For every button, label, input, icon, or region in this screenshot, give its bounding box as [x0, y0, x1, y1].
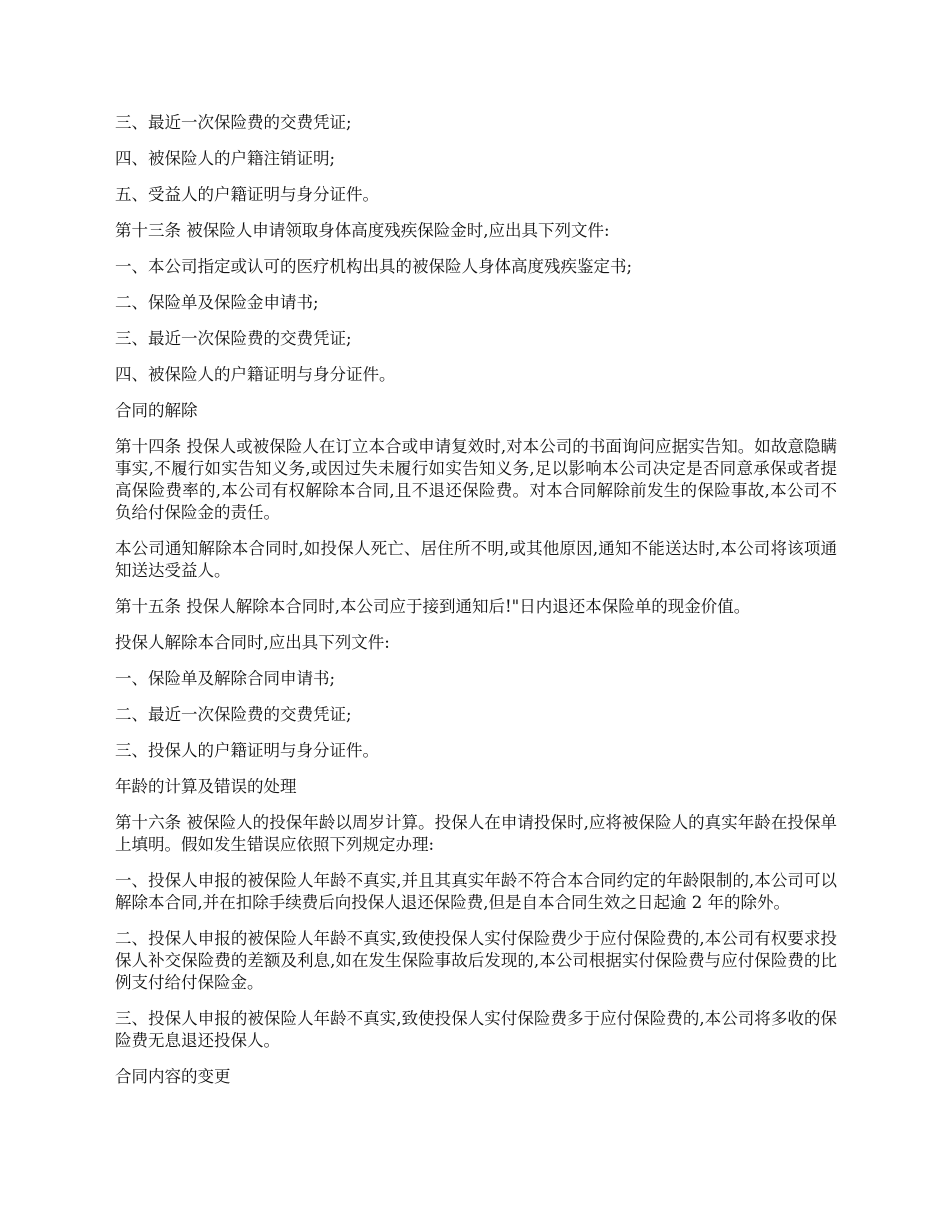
section-heading-age: 年龄的计算及错误的处理: [115, 777, 297, 796]
paragraph-item-1: 一、投保人申报的被保险人年龄不真实,并且其真实年龄不符合本合同约定的年龄限制的,本公司可以解除本合同,并在扣除手续费后向投保人退还保险费,但是自本合同生效之日起逾 2 年的除外。: [115, 871, 837, 912]
paragraph-item-3: 三、投保人的户籍证明与身分证件。: [115, 741, 379, 760]
paragraph-item-5: 五、受益人的户籍证明与身分证件。: [115, 185, 379, 204]
section-heading-termination: 合同的解除: [115, 401, 198, 420]
article-14-text: 第十四条 投保人或被保险人在订立本合或申请复效时,对本公司的书面询问应据实告知。如故意隐瞒事实,不履行如实告知义务,或因过失未履行如实告知义务,足以影响本公司决定是否同意承保或者提高保险费率的,本公司有权解除本合同,且不退还保险费。对本合同解除前发生的保险事故,本公司不负给付保险金的责任。: [115, 437, 837, 522]
paragraph-item-3: 三、最近一次保险费的交费凭证;: [115, 329, 352, 348]
termination-documents-intro: 投保人解除本合同时,应出具下列文件:: [115, 633, 390, 652]
paragraph-item-2: 二、最近一次保险费的交费凭证;: [115, 705, 352, 724]
termination-notice-text: 本公司通知解除本合同时,如投保人死亡、居住所不明,或其他原因,通知不能送达时,本公司将该项通知送达受益人。: [115, 539, 837, 580]
paragraph-item-2: 二、保险单及保险金申请书;: [115, 293, 319, 312]
section-heading-changes: 合同内容的变更: [115, 1067, 231, 1086]
paragraph-item-4: 四、被保险人的户籍注销证明;: [115, 149, 336, 168]
paragraph-item-4: 四、被保险人的户籍证明与身分证件。: [115, 365, 396, 384]
paragraph-item-1: 一、本公司指定或认可的医疗机构出具的被保险人身体高度残疾鉴定书;: [115, 257, 633, 276]
article-16-text: 第十六条 被保险人的投保年龄以周岁计算。投保人在申请投保时,应将被保险人的真实年龄在投保单上填明。假如发生错误应依照下列规定办理:: [115, 813, 837, 854]
document-body: [115, 112, 837, 1102]
paragraph-item-1: 一、保险单及解除合同申请书;: [115, 669, 336, 688]
paragraph-item-3: 三、投保人申报的被保险人年龄不真实,致使投保人实付保险费多于应付保险费的,本公司将多收的保险费无息退还投保人。: [115, 1009, 837, 1050]
article-13-heading: 第十三条 被保险人申请领取身体高度残疾保险金时,应出具下列文件:: [115, 221, 610, 240]
paragraph-item-2: 二、投保人申报的被保险人年龄不真实,致使投保人实付保险费少于应付保险费的,本公司有权要求投保人补交保险费的差额及利息,如在发生保险事故后发现的,本公司根据实付保险费与应付保险费的比例支付给付保险金。: [115, 929, 837, 992]
paragraph-item-3: 三、最近一次保险费的交费凭证;: [115, 113, 352, 132]
article-15-text: 第十五条 投保人解除本合同时,本公司应于接到通知后!"日内退还本保险单的现金价值。: [115, 597, 751, 616]
